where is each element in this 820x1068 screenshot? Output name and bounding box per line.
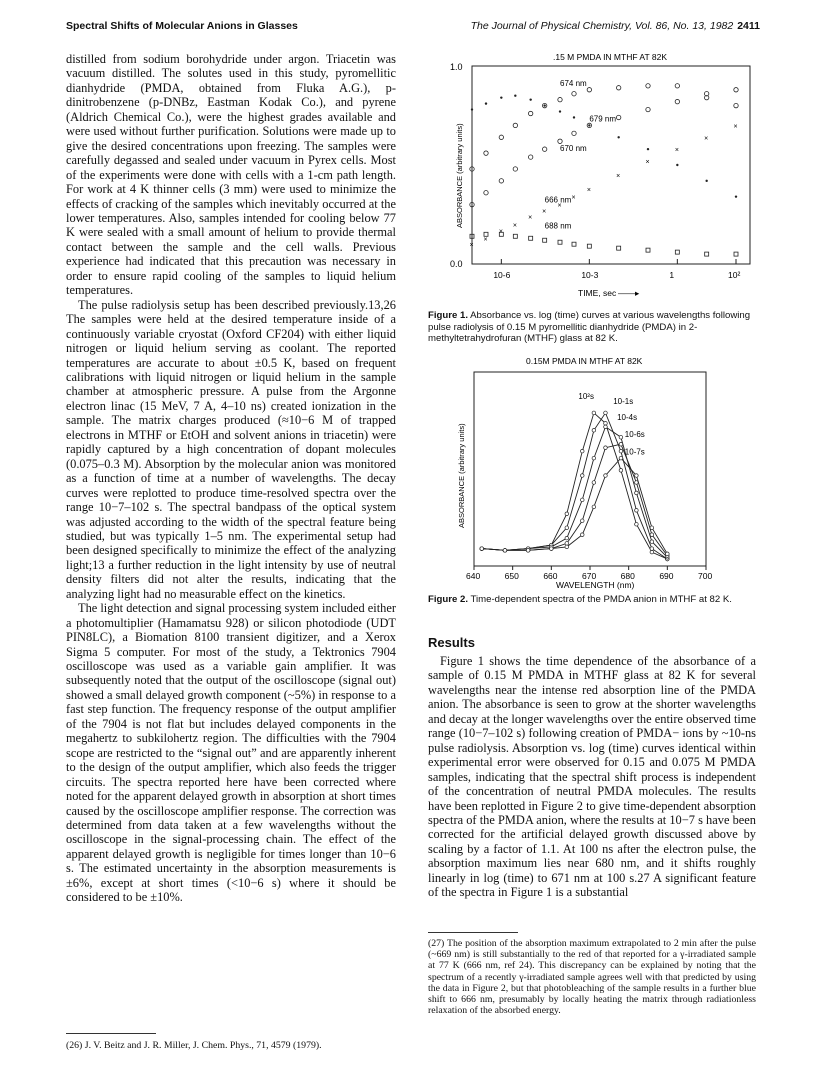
figure-2-xtick-label: 640 (466, 571, 481, 581)
figure-2-series-line (482, 458, 668, 554)
figure-1-point (587, 244, 591, 248)
figure-2-point (592, 481, 596, 485)
figure-1-point (572, 92, 576, 96)
figure-1-point (471, 108, 473, 110)
figure-1-point: × (483, 236, 488, 244)
figure-1-point (485, 102, 487, 104)
figure-2-point (550, 547, 554, 551)
figure-2-point (635, 522, 639, 526)
figure-2-ylabel: ABSORBANCE (arbitrary units) (457, 423, 466, 528)
figure-2-xtick-label: 690 (659, 571, 674, 581)
figure-1-chart (428, 48, 758, 308)
figure-2-xtick-label: 660 (543, 571, 558, 581)
figure-2-point (503, 549, 507, 553)
figure-2-point (592, 411, 596, 415)
figure-2-point (480, 547, 484, 551)
figure-2-chart (428, 352, 758, 592)
figure-1-point: × (469, 242, 474, 250)
figure-1-xtick-label: 10-3 (581, 270, 599, 280)
figure-2 (428, 352, 758, 606)
figure-1-caption-text: Absorbance vs. log (time) curves at various wavelengths following pulse radiolysis of 0.15 M pyromellitic dianhydride (PMDA) in 2-methyltetrahydrofuran (MTHF) glass at 82 K. (428, 310, 751, 344)
figure-1-point (558, 240, 562, 244)
figure-2-point (565, 536, 569, 540)
figure-1-point (529, 236, 533, 240)
figure-2-point (592, 505, 596, 509)
figure-2-point (580, 474, 584, 478)
figure-1-point (675, 99, 679, 103)
figure-1-point (500, 96, 502, 98)
figure-2-caption-label: Figure 2. (428, 594, 468, 605)
figure-1-point (734, 88, 738, 92)
figure-1-point (646, 248, 650, 252)
figure-2-caption (428, 594, 758, 606)
figure-1-curve-label: 679 nm (589, 114, 617, 124)
figure-2-caption-text: Time-dependent spectra of the PMDA anion in MTHF at 82 K. (470, 594, 732, 605)
figure-2-point (604, 425, 608, 429)
figure-2-frame (474, 372, 706, 566)
figure-1-point (572, 242, 576, 246)
figure-1-point (616, 86, 620, 90)
figure-2-point (619, 449, 623, 453)
figure-1-point (676, 164, 678, 166)
figure-2-point (650, 550, 654, 554)
figure-1-point (647, 148, 649, 150)
figure-2-point (650, 540, 654, 544)
footnote-rule (66, 1033, 156, 1034)
figure-1-xtick-label: 10-6 (493, 270, 511, 280)
figure-1-point (513, 234, 517, 238)
figure-1-point: × (528, 214, 533, 222)
paragraph-light-detection: The light detection and signal processing system included either a photomultiplier (Hamamatsu 928) or silicon photodiode (UDT PIN8LC), a Biomation 8100 transient digitizer, and a Xerox Sigma 5 computer. For most of the study, a Tektronics 7904 oscilloscope was used as a variable gain amplifier. It was subsequently noted that the output of the oscilloscope (signal out) showed a small delayed growth component (~5%) in response to a fast step function. The frequency response of the output amplifier of the 7904 is not flat but includes delayed components in the megahertz to subkilohertz region. The difficulties with the 7904 scope are restricted to the “signal out” and are apparently inherent to the design of the output amplifier, which also feeds the trigger circuits. The spectra reported here have been corrected where noted for the apparent delayed growth in absorption at short times caused by the oscilloscope amplifier response. The correction was determined from data taken at a few wavelengths without the oscilloscope in the signal-processing chain. The effect of the apparent delayed growth is negligible for times longer than 10−6 s. The estimated uncertainty in the absorption measurements is ±6%, except at short times (<10−6 s) where it should be considered to be ±10%. (66, 601, 396, 905)
figure-2-point (526, 549, 530, 553)
footnote-rule-right (428, 932, 518, 933)
figure-1-marks (470, 84, 739, 257)
figure-2-point (650, 547, 654, 551)
figure-1-point (616, 115, 620, 119)
figure-1-point (617, 246, 621, 250)
figure-1-point (513, 123, 517, 127)
figure-1-point: × (512, 222, 517, 230)
figure-1-xtick-label: 1 (669, 270, 675, 280)
figure-1-curve-label: 674 nm (560, 78, 587, 88)
figure-2-series-line (482, 444, 668, 555)
figure-1-point (484, 191, 488, 195)
figure-1-point (514, 95, 516, 97)
figure-2-xtick-label: 700 (698, 571, 713, 581)
figure-2-curve-label: 10-4s (617, 412, 638, 422)
figure-1-point (735, 195, 737, 197)
figure-2-point (580, 519, 584, 523)
figure-1-point (617, 136, 619, 138)
figure-2-point (619, 469, 623, 473)
figure-1-point (528, 155, 532, 159)
figure-2-xlabel: WAVELENGTH (nm) (556, 580, 635, 590)
figure-1-point (558, 139, 562, 143)
figure-1-point (646, 107, 650, 111)
figure-1-ylabel: ABSORBANCE (arbitrary units) (455, 123, 464, 228)
figure-1-point (734, 103, 738, 107)
figure-1-point (528, 111, 532, 115)
figure-1-point (705, 180, 707, 182)
figure-1-point: × (557, 202, 562, 210)
figure-1-curve-label: 670 nm (560, 144, 587, 154)
figure-1-point (543, 104, 545, 106)
figure-1-curve-label: 666 nm (544, 195, 572, 205)
figure-1-xtick-label: 10² (728, 270, 741, 280)
footnote-26: (26) J. V. Beitz and J. R. Miller, J. Chem. Phys., 71, 4579 (1979). (66, 1040, 322, 1051)
figure-1-point (646, 84, 650, 88)
figure-2-xticks (466, 566, 712, 581)
page-number: 2411 (737, 20, 760, 32)
figure-2-point (604, 474, 608, 478)
figure-1-xlabel: TIME, sec (578, 288, 617, 298)
figure-2-point (580, 533, 584, 537)
figure-2-point (580, 498, 584, 502)
figure-2-point (592, 456, 596, 460)
figure-1-point: × (616, 172, 621, 180)
figure-1-point: × (704, 135, 709, 143)
figure-2-point (619, 435, 623, 439)
figure-1-caption-label: Figure 1. (428, 310, 468, 321)
figure-1-point: × (733, 123, 738, 131)
figure-2-xtick-label: 680 (620, 571, 635, 581)
figure-2-point (604, 446, 608, 450)
figure-2-point (604, 411, 608, 415)
figure-2-title: 0.15M PMDA IN MTHF AT 82K (526, 356, 643, 366)
journal-name: The Journal of Physical Chemistry, Vol. 86, No. 13, 1982 (470, 20, 734, 32)
figure-1-ytick-bottom: 0.0 (450, 259, 463, 269)
figure-1-title: .15 M PMDA IN MTHF AT 82K (553, 52, 667, 62)
figure-2-point (635, 491, 639, 495)
figure-1-curve-labels (545, 79, 617, 231)
figure-1-point: × (571, 194, 576, 202)
figure-2-point (565, 542, 569, 546)
journal-citation (471, 20, 760, 32)
figure-1-point (573, 116, 575, 118)
figure-1-point (529, 98, 531, 100)
figure-2-point (604, 422, 608, 426)
figure-2-xtick-label: 650 (504, 571, 519, 581)
figure-1-point: × (542, 208, 547, 216)
left-column (66, 52, 396, 905)
figure-1 (428, 48, 758, 345)
figure-1-xticks (493, 259, 740, 280)
figure-2-point (565, 526, 569, 530)
figure-1-curve-label: 688 nm (544, 221, 572, 231)
figure-1-point (734, 252, 738, 256)
figure-2-curve-label: 10-6s (624, 430, 645, 440)
figure-1-point (588, 124, 590, 126)
figure-1-point (558, 97, 562, 101)
figure-2-point (580, 449, 584, 453)
figure-1-point (513, 167, 517, 171)
figure-2-point (565, 512, 569, 516)
figure-1-xlabel-arrow: ——▸ (618, 288, 640, 298)
figure-1-point (484, 151, 488, 155)
figure-2-point (619, 456, 623, 460)
figure-1-point (675, 250, 679, 254)
figure-2-point (666, 552, 670, 556)
paragraph-results: Figure 1 shows the time dependence of the absorbance of a sample of 0.15 M PMDA in MTHF glass at 82 K for several wavelengths near the intense red absorption line of the PMDA anion. The absorbance is seen to grow at the shorter wavelengths and decay at the longer wavelengths over the entire observed time range (10−7–102 s) following creation of PMDA− ions by ~10-ns pulse radiolysis. Absorption vs. log (time) curves identical within experimental error were observed for 0.15 and 0.075 M PMDA samples, indicating that the spectral shift process is independent of the concentration of neutral PMDA molecules. The results have been replotted in Figure 2 to give time-dependent absorption spectra of the PMDA anion, where the results at 10−7 s have been corrected for the artificial delayed growth discussed above by scaling by a factor of 1.1. At 100 ns after the electron pulse, the absorption maximum lies near 680 nm, and it shifts roughly linearly in log (time) to 671 nm at 100 s.27 A significant feature of the spectra in Figure 1 is a substantial (428, 654, 756, 900)
figure-1-point (587, 88, 591, 92)
figure-1-point (559, 110, 561, 112)
figure-1-point (705, 252, 709, 256)
figure-2-point (650, 526, 654, 530)
figure-1-ytick-top: 1.0 (450, 62, 463, 72)
figure-2-curve-label: 10-1s (613, 397, 634, 407)
figure-2-curve-label: 10-7s (624, 447, 645, 457)
figure-1-point (572, 131, 576, 135)
figure-1-point (543, 238, 547, 242)
figure-1-point: × (586, 186, 591, 194)
right-column (428, 654, 756, 900)
figure-2-point (635, 509, 639, 513)
paragraph-materials: distilled from sodium borohydride under argon. Triacetin was vacuum distilled. The solutes used in this study, pyromellitic dianhydride (PMDA, obtained from Fluka A.G.), p-dinitrobenzene (p-DNBz, Eastman Kodak Co.), and pyrene (Aldrich Chemical Co.), were the highest grades available and were used without further purification. Solutions were made up to give the desired concentrations upon freezing. The samples were carefully degassed and sealed under vacuum in Pyrex cells. Most of the experiments were done with cells with a 1-cm path length. For work at 4 K thinner cells (3 mm) were used to minimize the effects of cracking of the samples which inevitably occurred at the lower temperatures. Also, samples intended for cooling below 77 K were sealed with a small amount of helium to provide thermal contact between the sample and the cell walls. Previous experience had indicated that this precaution was necessary in order to ensure rapid cooling of the samples to liquid helium temperatures. (66, 52, 396, 298)
footnote-27: (27) The position of the absorption maximum extrapolated to 2 min after the pulse (~669 nm) is still substantially to the red of that reported for a γ-irradiated sample at 77 K (666 nm, ref 24). This discrepancy can be explained by noting that the spectrum of a recently γ-irradiated sample agrees well with that predicted by using the data in Figure 2, but that photobleaching of the sample results in a further blue shift to 666 nm, presumably by locally heating the matrix through radiationless relaxation of the absorbed energy. (428, 938, 756, 1017)
figure-1-point (499, 179, 503, 183)
results-heading: Results (428, 635, 475, 650)
figure-1-point: × (645, 159, 650, 167)
paragraph-pulse-radiolysis: The pulse radiolysis setup has been described previously.13,26 The samples were held at the desired temperature inside of a continuously variable cryostat (Oxford CF204) with either liquid nitrogen or liquid helium serving as coolant. The reported temperatures are accurate to about ±0.5 K, based on frequent calibrations with liquid nitrogen or liquid helium in the sample chamber at atmospheric pressure. A pulse from the Argonne electron linac (15 MeV, 7 A, 4–10 ns) created ionization in the sample. The matrix charges produced (≈10−6 M of trapped electrons in MTHF or EtOH and solvent anions in triacetin) were rapidly captured by a high concentration of dopant molecules (0.075–0.3 M). Absorption by the molecular anion was monitored as a function of time at a number of wavelengths. The decay curves were replotted to produce time-resolved spectra over the range 10−7–102 s. The spectral bandpass of the optical system was adjusted according to the width of the spectral feature being studied, but was typically 1–5 nm. The experimental setup had been designed specifically to minimize the effect of the analyzing light;13 a further reduction in the light intensity by use of neutral density filters did not alter the results, indicating that the analyzing light had no measurable effect on the kinetics. (66, 297, 396, 601)
figure-2-curve-label: 10²s (578, 391, 594, 401)
figure-2-point (635, 474, 639, 478)
figure-2-point (619, 442, 623, 446)
figure-2-curve-labels (578, 392, 644, 457)
figure-2-point (592, 428, 596, 432)
figure-2-point (650, 533, 654, 537)
figure-2-point (565, 545, 569, 549)
figure-1-point: × (674, 147, 679, 155)
figure-1-point: × (498, 228, 503, 236)
figure-1-point (499, 135, 503, 139)
figure-2-xtick-label: 670 (582, 571, 597, 581)
figure-1-caption (428, 310, 758, 345)
figure-1-point (542, 147, 546, 151)
running-head: Spectral Shifts of Molecular Anions in Glasses (66, 20, 298, 32)
figure-1-point (675, 84, 679, 88)
